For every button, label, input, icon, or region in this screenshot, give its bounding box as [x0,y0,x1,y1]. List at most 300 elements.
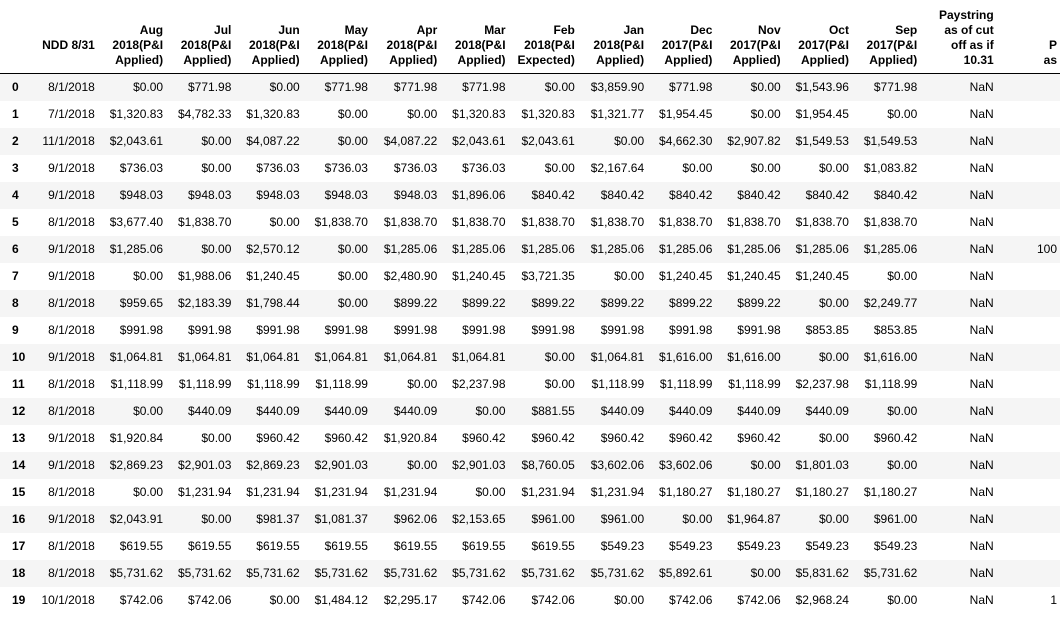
table-row [0,425,1060,452]
table-cell: $3,677.40 [109,215,164,229]
table-cell: $1,118.99 [728,377,781,391]
table-cell: $2,968.24 [795,593,849,607]
table-cell: $1,240.45 [659,269,713,283]
table-cell: NaN [969,485,994,499]
table-cell: $1,064.81 [452,350,506,364]
table-cell: $736.03 [462,161,506,175]
table-cell: $840.42 [600,188,645,202]
table-cell: $771.98 [188,80,232,95]
table-cell: $0.00 [475,404,506,418]
table-cell: $1,321.77 [590,107,645,121]
table-cell [997,290,1060,317]
table-cell: $991.98 [119,323,164,337]
table-row [0,236,1060,263]
table-cell: $1,083.82 [863,161,918,175]
table-cell: $1,285.06 [795,242,849,256]
column-header [303,0,371,74]
table-cell: $619.55 [256,539,300,553]
column-header [509,0,578,74]
table-cell: $1,285.06 [383,242,438,256]
table-cell: $440.09 [256,404,300,418]
table-cell: $899.22 [462,296,506,310]
table-cell: 8/1/2018 [48,377,95,391]
table-cell: $0.00 [407,107,438,121]
table-row [0,452,1060,479]
table-cell [997,533,1060,560]
table-cell: $1,231.94 [383,485,438,499]
table-cell: 8/1/2018 [48,566,95,580]
table-cell: $0.00 [750,566,781,580]
table-cell: $1,549.53 [863,134,918,148]
table-cell [997,263,1060,290]
table-cell [997,371,1060,398]
column-header-line: P [1048,38,1057,52]
table-cell: $1,838.70 [383,215,438,229]
table-cell: 1 [1050,593,1057,607]
table-cell: $2,183.39 [178,296,232,310]
table-cell: $3,602.06 [659,458,713,472]
column-header-line: Nov [758,23,781,37]
table-cell: $0.00 [201,431,232,445]
table-cell: NaN [969,296,994,310]
table-cell: $0.00 [407,458,438,472]
column-header-line: Applied) [869,53,918,67]
table-cell: $736.03 [393,161,438,175]
table-cell: $0.00 [475,485,506,499]
table-cell: $0.00 [750,458,781,472]
table-cell: NaN [969,215,994,229]
table-cell: 9/1/2018 [48,350,95,364]
table-cell: $0.00 [337,134,368,148]
table-cell: $1,231.94 [246,485,300,499]
table-cell: $991.98 [531,323,575,337]
column-header-line: Jul [214,23,232,37]
table-cell: $853.85 [873,323,918,337]
table-cell: $1,920.84 [383,431,438,445]
table-cell: $0.00 [201,161,232,175]
table-cell: $2,237.98 [452,377,506,391]
table-cell: $771.98 [393,80,438,95]
table-cell: $619.55 [462,539,506,553]
column-header [715,0,783,74]
table-cell: $2,869.23 [246,458,300,472]
table-cell: $440.09 [669,404,713,418]
table-cell: $991.98 [256,323,300,337]
table-cell: $549.23 [873,539,918,553]
table-cell: $0.00 [544,350,575,364]
table-cell: $1,240.45 [795,269,849,283]
table-cell: $1,320.83 [109,107,164,121]
table-cell: $0.00 [818,512,849,526]
table-cell: $549.23 [805,539,849,553]
table-cell: $1,285.06 [863,242,918,256]
table-cell: $3,859.90 [590,80,645,95]
table-cell: $1,838.70 [863,215,918,229]
column-header-line: Applied) [596,53,645,67]
table-cell: $0.00 [887,404,918,418]
table-cell: $1,180.27 [863,485,918,499]
table-cell: $5,831.62 [795,566,849,580]
column-header-line: Paystring [939,8,994,22]
table-cell: $1,064.81 [590,350,645,364]
table-cell: $1,180.27 [659,485,713,499]
table-cell: $771.98 [462,80,506,95]
column-header-line: 10.31 [963,53,994,67]
column-header-line: 2018(P&I [454,38,506,52]
table-cell: $736.03 [119,161,164,175]
table-cell: $5,731.62 [863,566,918,580]
table-cell: $5,731.62 [246,566,300,580]
table-cell: $0.00 [544,377,575,391]
table-cell: $8,760.05 [521,458,575,472]
table-cell: $0.00 [544,161,575,175]
column-header-line: 2018(P&I [317,38,368,52]
table-cell: $0.00 [133,269,164,283]
table-cell: $440.09 [737,404,781,418]
table-cell: $991.98 [393,323,438,337]
table-cell: $991.98 [324,323,368,337]
table-cell: $619.55 [119,539,164,553]
column-header [440,0,508,74]
table-cell: $1,118.99 [247,377,300,391]
column-header-line: Applied) [389,53,438,67]
table-cell: $4,087.22 [246,134,300,148]
table-cell: $840.42 [805,188,849,202]
table-cell: $1,285.06 [727,242,781,256]
table-cell: $0.00 [818,350,849,364]
table-cell: $2,043.91 [109,512,164,526]
column-header-line: Oct [828,23,849,37]
table-cell [997,452,1060,479]
table-cell: $2,167.64 [590,161,645,175]
table-cell: $1,064.81 [109,350,164,364]
table-cell: $899.22 [600,296,645,310]
column-header [852,0,920,74]
table-cell: $991.98 [462,323,506,337]
table-cell: $1,118.99 [864,377,918,391]
table-cell: $899.22 [737,296,781,310]
table-cell: $0.00 [407,377,438,391]
column-header [234,0,302,74]
table-cell: NaN [969,512,994,526]
table-cell: $0.00 [614,593,645,607]
table-cell: $0.00 [750,80,781,95]
table-cell: $1,838.70 [314,215,368,229]
table-cell: NaN [969,539,994,553]
table-cell: $2,249.77 [863,296,918,310]
header-row [0,0,1060,74]
column-header [578,0,647,74]
table-cell: $742.06 [737,593,781,607]
table-cell: $742.06 [188,593,232,607]
table-cell: NaN [969,593,994,607]
table-cell: $2,570.12 [246,242,300,256]
table-row [0,317,1060,344]
table-cell: $1,616.00 [727,350,781,364]
table-cell: 8/1/2018 [48,296,95,310]
table-row [0,182,1060,209]
table-cell: $2,869.23 [109,458,164,472]
table-cell [997,560,1060,587]
table-cell: $1,964.87 [727,512,781,526]
table-cell: 8/1/2018 [48,404,95,418]
table-row [0,209,1060,236]
table-cell: $991.98 [600,323,645,337]
table-cell: 9/1/2018 [48,188,95,202]
row-index: 15 [12,485,26,499]
table-cell: $1,838.70 [178,215,232,229]
table-cell: $0.00 [269,80,300,95]
table-cell: $3,602.06 [590,458,645,472]
table-cell: $899.22 [669,296,713,310]
table-row [0,479,1060,506]
table-cell: $2,907.82 [727,134,781,148]
table-cell: $5,731.62 [521,566,575,580]
table-cell: NaN [969,566,994,580]
table-cell: 11/1/2018 [42,134,95,148]
table-cell: $1,118.99 [591,377,645,391]
column-header-line: Feb [553,23,575,37]
table-cell [997,344,1060,371]
table-cell: NaN [969,350,994,364]
index-header [0,0,37,74]
table-cell [997,425,1060,452]
table-cell [997,479,1060,506]
table-cell: $1,616.00 [659,350,713,364]
column-header-line: as [1043,53,1057,67]
table-cell: $1,838.70 [795,215,849,229]
table-cell: $4,782.33 [178,107,232,121]
table-cell: 8/1/2018 [48,485,95,499]
table-cell: 9/1/2018 [48,512,95,526]
table-cell: $840.42 [669,188,713,202]
column-header-line: Applied) [732,53,781,67]
row-index: 18 [12,566,26,580]
column-header-line: Aug [139,23,164,37]
table-cell: $962.06 [393,512,438,526]
table-cell: $960.42 [256,431,300,445]
row-index: 6 [12,242,19,256]
table-cell: $0.00 [337,242,368,256]
table-cell: $960.42 [873,431,918,445]
table-cell: $2,153.65 [452,512,506,526]
table-cell [997,128,1060,155]
table-cell: $1,118.99 [110,377,164,391]
table-cell: NaN [969,269,994,283]
table-cell: $1,320.83 [246,107,300,121]
table-row [0,128,1060,155]
table-cell: $736.03 [256,161,300,175]
table-cell: $961.00 [600,512,645,526]
table-cell: $1,838.70 [590,215,645,229]
table-cell: 10/1/2018 [41,593,95,607]
row-index: 11 [12,377,25,391]
row-index: 5 [12,215,19,229]
table-cell: $960.42 [531,431,575,445]
table-cell: $1,240.45 [246,269,300,283]
table-cell: $1,801.03 [795,458,849,472]
table-cell [997,209,1060,236]
table-cell: 9/1/2018 [48,242,95,256]
column-header [37,0,98,74]
table-cell: $1,616.00 [863,350,918,364]
table-cell: $3,721.35 [521,269,575,283]
column-header [997,0,1060,74]
table-cell: $619.55 [531,539,575,553]
table-cell: $1,896.06 [452,188,506,202]
column-header-line: Applied) [183,53,232,67]
table-cell: $2,901.03 [178,458,232,472]
table-cell: $1,180.27 [795,485,849,499]
table-cell: $1,484.12 [314,593,368,607]
table-cell: $981.37 [256,512,300,526]
row-index: 8 [12,296,19,310]
table-cell: $619.55 [324,539,368,553]
table-cell: $2,043.61 [452,134,506,148]
table-cell: $742.06 [119,593,164,607]
table-cell: $948.03 [119,188,164,202]
table-row [0,587,1060,614]
column-header-line: off as if [951,38,994,52]
table-cell: $5,731.62 [590,566,645,580]
table-cell [997,398,1060,425]
row-index: 9 [12,323,19,337]
table-cell: $2,901.03 [314,458,368,472]
table-cell [997,317,1060,344]
table-row [0,101,1060,128]
table-cell: $742.06 [531,593,575,607]
row-index: 2 [12,134,19,148]
table-cell: $0.00 [750,161,781,175]
table-cell: $736.03 [324,161,368,175]
table-cell: $440.09 [805,404,849,418]
column-header-line: Applied) [800,53,849,67]
table-cell: NaN [969,161,994,175]
table-cell: 9/1/2018 [48,161,95,175]
table-cell: NaN [969,377,994,391]
table-cell: $1,240.45 [727,269,781,283]
table-cell: $4,087.22 [383,134,438,148]
table-cell: $0.00 [818,296,849,310]
column-header [784,0,852,74]
table-body [0,74,1060,614]
table-cell: $1,180.27 [727,485,781,499]
column-header-line: 2017(P&I [866,38,918,52]
table-row [0,398,1060,425]
table-cell: $0.00 [682,161,713,175]
table-cell: $771.98 [873,80,918,95]
table-cell: $991.98 [737,323,781,337]
table-cell: $840.42 [873,188,918,202]
table-cell: $5,731.62 [452,566,506,580]
table-cell: $1,081.37 [314,512,368,526]
table-cell: $960.42 [669,431,713,445]
table-cell: $948.03 [324,188,368,202]
table-cell: 9/1/2018 [48,431,95,445]
table-cell: $1,838.70 [452,215,506,229]
table-cell: $1,064.81 [314,350,368,364]
table-cell: $0.00 [887,458,918,472]
row-index: 7 [12,269,19,283]
table-cell: $742.06 [669,593,713,607]
table-header [0,0,1060,74]
table-cell: $0.00 [133,80,164,95]
row-index: 3 [12,161,19,175]
column-header-line: May [344,23,368,37]
table-cell: 8/1/2018 [48,80,95,95]
table-row [0,371,1060,398]
table-cell: $1,118.99 [178,377,232,391]
table-cell: $771.98 [324,80,368,95]
table-cell: $1,838.70 [521,215,575,229]
column-header-line: Mar [484,23,506,37]
column-header [920,0,996,74]
column-header [98,0,166,74]
table-cell: 100 [1036,242,1057,256]
table-cell: $619.55 [188,539,232,553]
column-header-line: Applied) [319,53,368,67]
table-cell: $1,838.70 [659,215,713,229]
table-cell: NaN [969,188,994,202]
column-header-line: Expected) [517,53,575,67]
table-row [0,506,1060,533]
column-header-line: Applied) [115,53,164,67]
table-cell: NaN [969,458,994,472]
row-index: 19 [12,593,26,607]
table-cell: $1,920.84 [109,431,164,445]
column-header-line: NDD 8/31 [42,38,95,52]
column-header-line: Jun [278,23,300,37]
table-cell: $0.00 [337,296,368,310]
row-index: 0 [12,80,19,95]
table-row [0,263,1060,290]
table-cell: $1,838.70 [727,215,781,229]
table-cell: $4,662.30 [659,134,713,148]
row-index: 13 [12,431,26,445]
table-cell: $549.23 [737,539,781,553]
table-cell: $1,118.99 [315,377,368,391]
table-cell: 8/1/2018 [48,539,95,553]
table-cell: $1,285.06 [452,242,506,256]
table-cell: $549.23 [600,539,645,553]
table-cell: $619.55 [393,539,438,553]
table-cell: $1,798.44 [246,296,300,310]
table-cell [997,182,1060,209]
table-cell: $549.23 [669,539,713,553]
table-cell: NaN [969,404,994,418]
table-cell: $0.00 [750,107,781,121]
table-cell: $440.09 [188,404,232,418]
column-header-line: Applied) [457,53,506,67]
table-cell: $440.09 [324,404,368,418]
table-cell: $0.00 [269,593,300,607]
column-header-line: 2017(P&I [729,38,781,52]
table-cell: $0.00 [818,431,849,445]
table-cell: $960.42 [324,431,368,445]
table-cell: $0.00 [337,269,368,283]
table-cell: $0.00 [201,242,232,256]
table-cell: $1,231.94 [314,485,368,499]
column-header-line: as of cut [944,23,994,37]
table-cell: $5,731.62 [383,566,438,580]
row-index: 1 [12,107,19,121]
table-cell: 8/1/2018 [48,323,95,337]
table-cell: $840.42 [737,188,781,202]
column-header-line: 2017(P&I [798,38,849,52]
column-header-line: Jan [623,23,645,37]
table-cell: $1,549.53 [795,134,849,148]
table-cell: NaN [969,107,994,121]
